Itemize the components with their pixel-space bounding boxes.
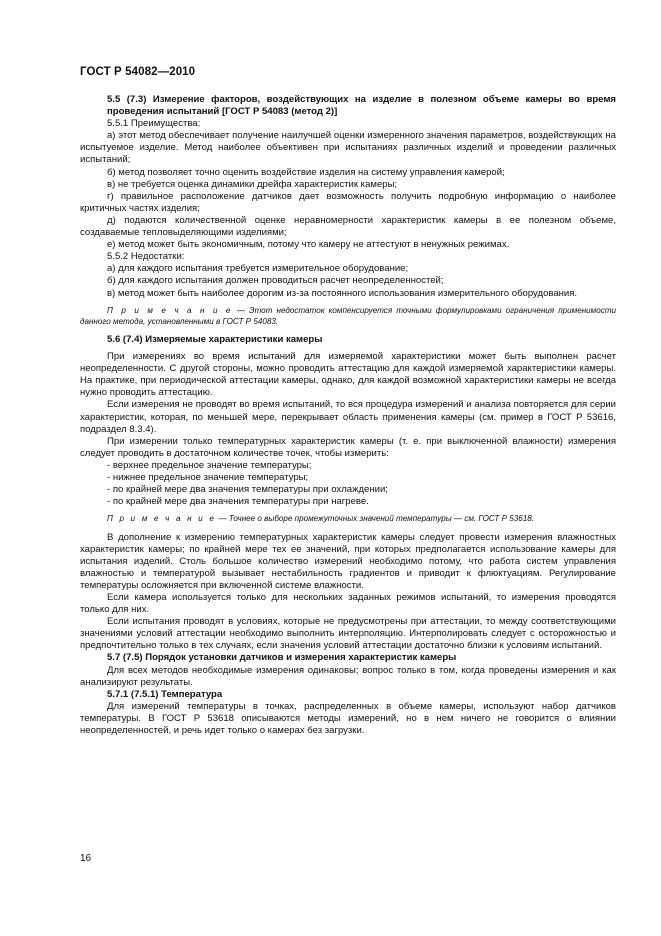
body-paragraph: - по крайней мере два значения температуры при охлаждении; (107, 484, 388, 496)
section-heading: 5.7.1 (7.5.1) Температура (107, 688, 223, 700)
body-paragraph: а) для каждого испытания требуется измерительное оборудование; (107, 263, 409, 275)
body-paragraph: - по крайней мере два значения температуры при нагреве. (107, 496, 369, 508)
body-paragraph: - верхнее предельное значение температуры; (107, 459, 312, 471)
note-text: — Точнее о выборе промежуточных значений температуры — см. ГОСТ Р 53618. (216, 514, 535, 524)
body-paragraph: Для измерений температуры в точках, распределенных в объеме камеры, используют набор датчиков температуры. В ГОСТ Р 53618 описываются методы измерений, но в нем ничего не говорится о влиянии неопределенностей, и речь идет только о камерах без загрузки. (80, 700, 616, 737)
spacer (80, 525, 616, 532)
page-number: 16 (80, 853, 92, 864)
body-paragraph: 5.5.1 Преимущества: (107, 118, 201, 130)
body-paragraph: Если измерения не проводят во время испытаний, то вся процедура измерений и анализа повторяется для серии характеристик, которая, по меньшей мере, перекрывает область применения камеры (см. пример в ГОСТ Р 53616, подраздел 8.3.4). (80, 399, 616, 435)
section-heading: 5.5 (7.3) Измерение факторов, воздействующих на изделие в полезном объеме камеры во время проведения испытаний [ГОСТ Р 54083 (метод 2)] (107, 94, 616, 118)
body-paragraph: Для всех методов необходимые измерения одинаковы; вопрос только в том, когда проведены измерения и как анализируют результаты. (80, 664, 616, 688)
body-paragraph: При измерении только температурных характеристик камеры (т. е. при выключенной влажности) измерения следует проводить в достаточном количестве точек, чтобы измерить: (80, 435, 616, 459)
body-paragraph: в) метод может быть наиболее дорогим из-за постоянного использования измерительного оборудования. (107, 287, 578, 299)
note-text: — Этот недостаток компенсируется точными формулировками ограничения применимости данного метода, установленными в ГОСТ Р 54083. (80, 305, 616, 326)
body-paragraph: Если камера используется только для нескольких заданных режимов испытаний, то измерения проводятся только для них. (80, 591, 616, 616)
body-paragraph: 5.5.2 Недостатки: (107, 251, 185, 263)
body-paragraph: е) метод может быть экономичным, потому что камеру не аттестуют в ненужных режимах. (107, 239, 510, 251)
body-paragraph: Если испытания проводят в условиях, которые не предусмотрены при аттестации, то между соответствующими значениями условий аттестации необходимо выполнить интерполяцию. Интерполировать следует с осторожностью и предпочтительно только в тех случаях, если значения условий аттестации достаточно близки к условиям испытаний. (80, 616, 616, 652)
document-header: ГОСТ Р 54082—2010 (80, 66, 196, 78)
note-label: П р и м е ч а н и е (107, 305, 233, 315)
document-body (80, 94, 616, 737)
body-paragraph: г) правильное расположение датчиков дает возможность получить подробную информацию о наиболее критичных частях изделия; (80, 190, 616, 214)
body-paragraph: а) этот метод обеспечивает получение наилучшей оценки измеренного значения параметров, воздействующих на испытуемое изделие. Метод наиболее объективен при испытаниях различных изделий и проведении различных испытаний; (80, 130, 616, 166)
body-paragraph: д) подаются количественной оценке неравномерности характеристик камеры в ее полезном объеме, создаваемые тепловыделяющими изделиями; (80, 214, 616, 239)
note-label: П р и м е ч а н и е (107, 514, 217, 524)
section-heading: 5.6 (7.4) Измеряемые характеристики камеры (107, 334, 323, 345)
note-paragraph (80, 513, 616, 524)
body-paragraph: б) метод позволяет точно оценить воздействие изделия на систему управления камерой; (107, 166, 505, 178)
body-paragraph: При измерениях во время испытаний для измеряемой характеристики может быть выполнен расчет неопределенности. С другой стороны, можно проводить аттестацию для каждой измеряемой характеристики камеры. На практике, при периодической аттестации камеры, однако, для каждой возможной характеристики камеры не всегда нужно проводить аттестацию. (80, 351, 616, 399)
note-paragraph (80, 305, 616, 327)
body-paragraph: б) для каждого испытания должен проводиться расчет неопределенностей; (107, 275, 444, 287)
body-paragraph: в) не требуется оценка динамики дрейфа характеристик камеры; (107, 178, 398, 190)
spacer (80, 327, 616, 334)
body-paragraph: - нижнее предельное значение температуры; (107, 472, 309, 484)
body-paragraph: В дополнение к измерению температурных характеристик камеры следует провести измерения влажностных характеристик камеры; по крайней мере тех ее значений, при которых предполагается использование камеры для испытания изделий. Столь большое количество измерений необходимо потому, что работа систем управления влажностью и температурой вызывает нестабильность градиентов и приводит к флюктуациям. Регулирование температуры осложняется при включенной системе влажности. (80, 531, 616, 591)
section-heading: 5.7 (7.5) Порядок установки датчиков и измерения характеристик камеры (107, 652, 457, 664)
